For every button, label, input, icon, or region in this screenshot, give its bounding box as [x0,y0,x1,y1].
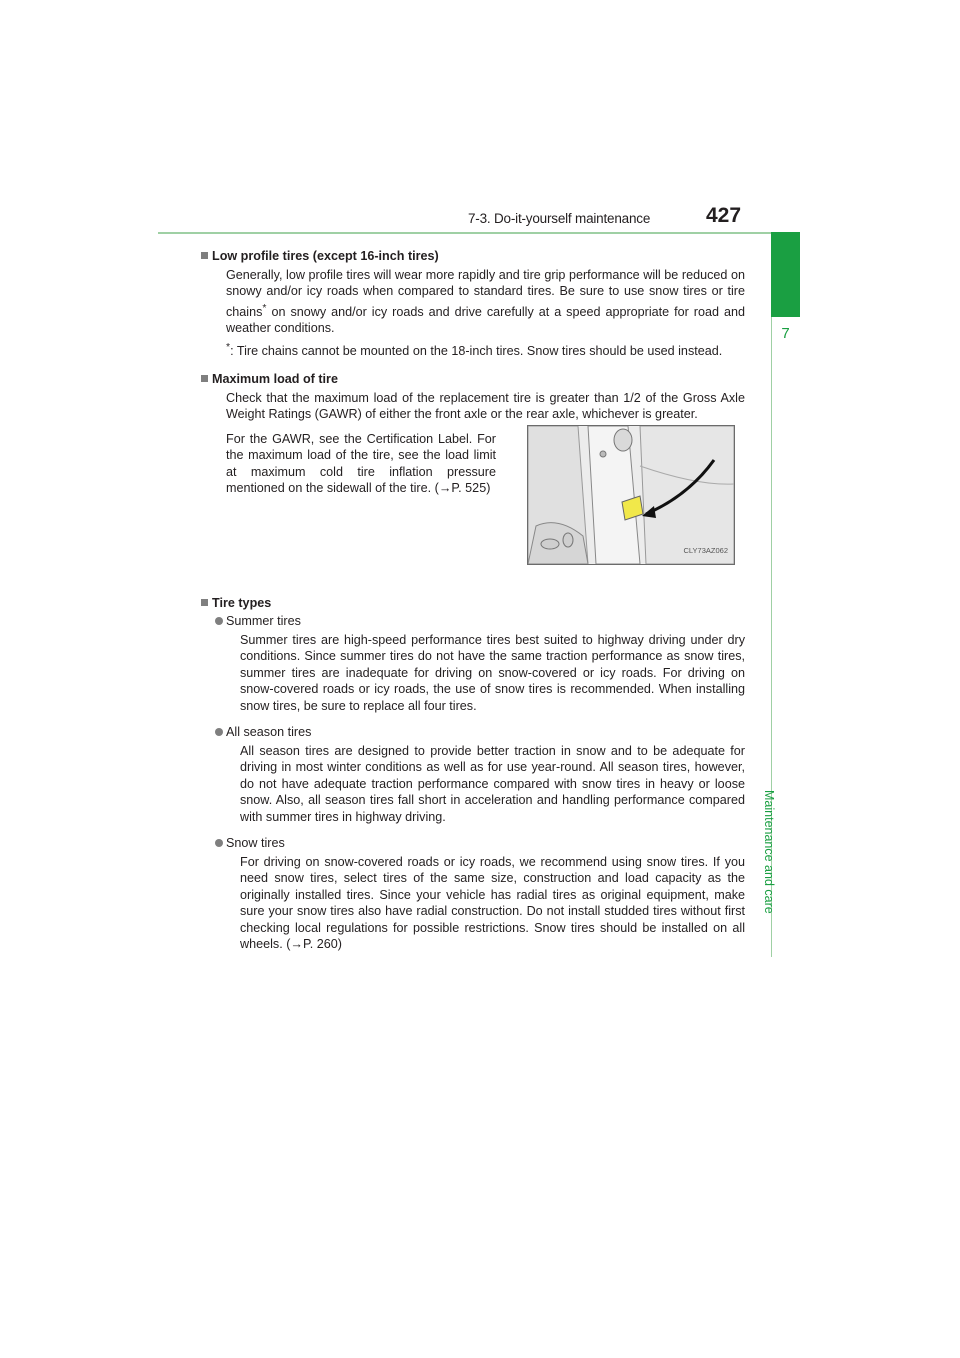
asterisk-mark: * [262,301,267,314]
max-load-heading: Maximum load of tire [212,371,745,388]
figure-code: CLY73AZ062 [683,546,728,556]
certification-label-figure [527,425,735,565]
round-bullet-icon [215,728,223,736]
summer-tires-text: Summer tires are high-speed performance tires best suited to highway driving under dry conditions. Since summer tires do not have the same traction performance as snow tires, summer tires are inadequate for driving on snow-covered or icy roads. For driving on snow-covered roads or icy roads, the use of snow tires is recommended. When installing snow tires, be sure to replace all four tires. [240,632,745,713]
low-profile-text: Generally, low profile tires will wear more rapidly and tire grip performance will be reduced on snowy and/or icy roads when compared to standard tires. Be sure to use snow tires or tire chains* on snowy and/or icy roads and drive carefully at a speed appropriate for road and weather conditions. [226,267,745,336]
low-profile-footnote: *: Tire chains cannot be mounted on the 18-inch tires. Snow tires should be used instead. [226,340,723,358]
gawr-block [226,431,745,577]
round-bullet-icon [215,839,223,847]
max-load-text: Check that the maximum load of the replacement tire is greater than 1/2 of the Gross Axle Weight Ratings (GAWR) of either the front axle or the rear axle, whichever is greater. [226,390,745,422]
page-number: 427 [706,204,742,227]
square-bullet-icon [201,599,208,606]
header-rule [158,232,800,234]
square-bullet-icon [201,375,208,382]
section-low-profile [212,248,745,359]
tire-types-heading: Tire types [212,595,745,612]
summer-tires-title: Summer tires [226,613,745,630]
round-bullet-icon [215,617,223,625]
chapter-label: Maintenance and care [762,790,776,914]
header-section-title: 7-3. Do-it-yourself maintenance [468,211,651,226]
section-max-load [212,371,745,577]
square-bullet-icon [201,252,208,259]
section-tire-types [212,595,745,953]
all-season-tires-text: All season tires are designed to provide better traction in snow and to be adequate for driving in most winter conditions as well as for use year-round. All season tires, however, do not have adequate traction performance compared with snow tires in heavy or loose snow. Also, all season tires fall short in acceleration and handling performance compared with summer tires in highway driving. [240,743,745,824]
snow-tires-title: Snow tires [226,835,745,852]
chapter-number: 7 [781,325,790,342]
gawr-text: For the GAWR, see the Certification Label. For the maximum load of the tire, see the load limit at maximum cold tire inflation pressure mentioned on the sidewall of the tire. (→P. 525) [226,431,496,496]
all-season-tires-title: All season tires [226,724,745,741]
page-content [212,248,745,963]
snow-tires-text: For driving on snow-covered roads or icy roads, we recommend using snow tires. If you need snow tires, select tires of the same size, construction and load capacity as the originally installed tires. Since your vehicle has radial tires as original equipment, make sure your snow tires also have radial construction. Do not install studded tires without first checking local regulations for possible restrictions. Snow tires should be installed on all wheels. (→P. 260) [240,854,745,952]
chapter-tab [771,232,800,317]
low-profile-heading: Low profile tires (except 16-inch tires) [212,248,745,265]
